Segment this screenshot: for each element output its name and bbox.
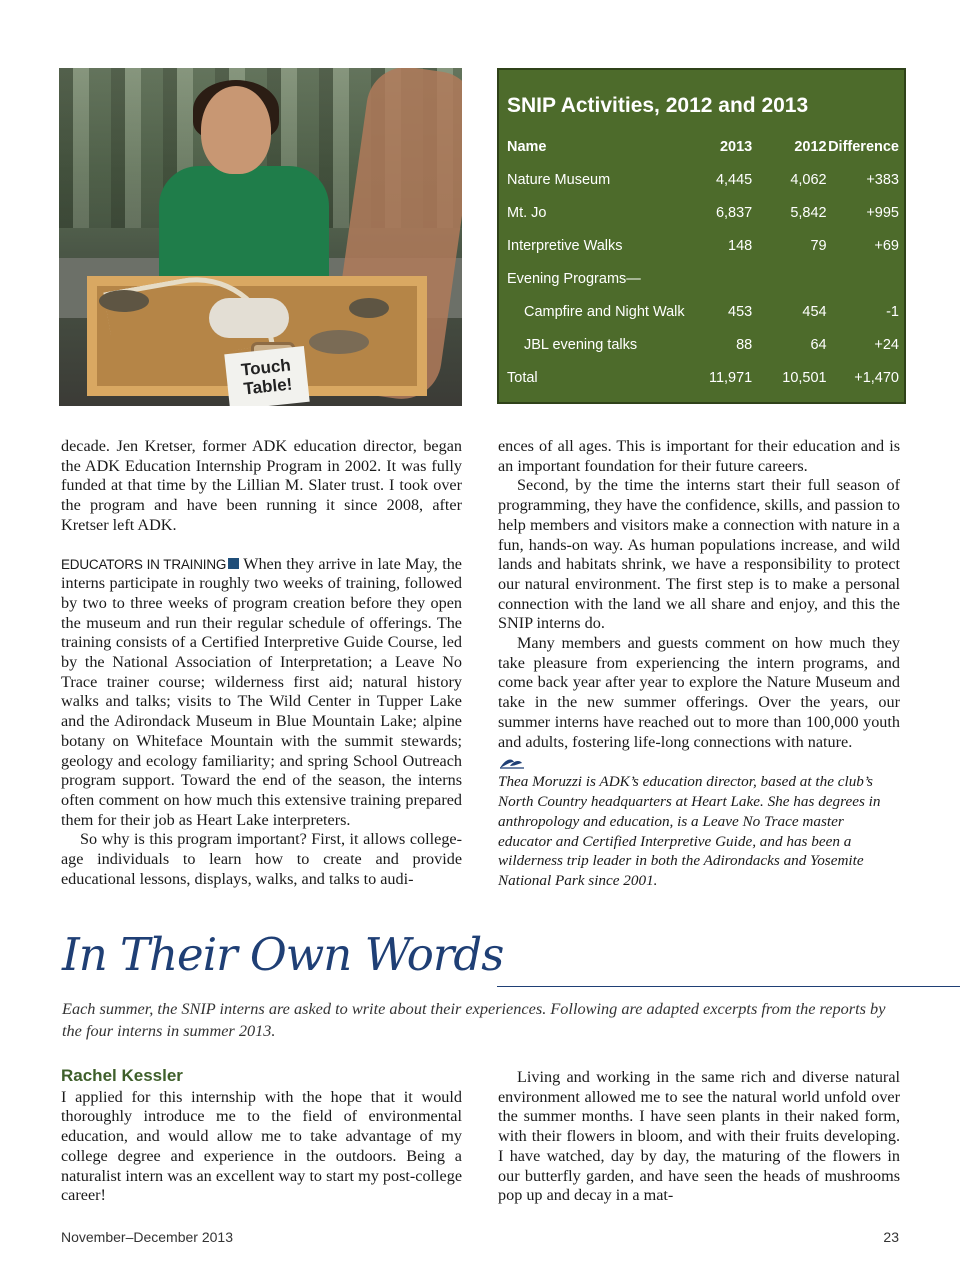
intern-name: Rachel Kessler <box>61 1066 183 1085</box>
row-name: Mt. Jo <box>507 204 547 221</box>
table-row-total <box>507 361 899 394</box>
title-rule <box>497 986 960 987</box>
row-diff: +995 <box>866 204 899 221</box>
rachel-left-column <box>61 1066 462 1206</box>
table-row <box>507 328 899 361</box>
paragraph: So why is this program important? First, it allows college-age individuals to learn how to create and provide educational lessons, displays, walks, and talks to audi- <box>61 830 462 888</box>
row-2013: 4,445 <box>715 171 753 188</box>
row-diff: -1 <box>886 303 899 320</box>
paragraph-text: When they arrive in late May, the interns participate in roughly two weeks of training, followed by two to three weeks of program creation before they open the museum and run their regular schedule of offerings. The training consists of a Certified Interpretive Guide Course, led by the National Association of Interpretation; a Leave No Trace trainer course; wilderness first aid; natural history walks and talks; visits to The Wild Center in Tupper Lake and the Adirondack Museum in Blue Mountain Lake; alpine botany on Whiteface Mountain with the summit stewards; geology and ecology familiarity; and spring School Outreach program support. Toward the end of the season, the interns often comment on how much this extensive training prepared them for their job as Heart Lake interpreters. <box>61 554 462 829</box>
table-header-row <box>507 130 899 163</box>
paragraph: ences of all ages. This is important for their education and is an important foundation for their future careers. <box>498 437 900 475</box>
row-diff: +1,470 <box>854 369 899 386</box>
leaf-ornament-icon <box>498 754 526 772</box>
table-row <box>507 229 899 262</box>
row-2012: 4,062 <box>790 171 827 188</box>
section-title: In Their Own Words <box>62 928 504 981</box>
page-number: 23 <box>883 1229 899 1245</box>
row-2012: 79 <box>810 237 827 254</box>
author-bio: Thea Moruzzi is ADK’s education director, based at the club’s North Country headquarters at Heart Lake. She has degrees in anthropology and education, is a Leave No Trace master educator and Certified Interpretive Guide, and has been a wilderness trip leader in both the Adirondacks and Yosemite National Park since 2001. <box>498 773 881 890</box>
table-title: SNIP Activities, 2012 and 2013 <box>507 94 809 117</box>
paragraph: Second, by the time the interns start their full season of programming, they have the confidence, skills, and passion to help members and visitors make a connection with nature in a fun, hands-on way. As human populations increase, and wild lands and habitats shrink, we have a responsibility to protect our natural environment. The first step is to make a personal connection with the land we all share and enjoy, and this the SNIP interns do. <box>498 476 900 633</box>
header-2012: 2012 <box>794 138 827 155</box>
row-2012: 454 <box>802 303 827 320</box>
row-diff: +24 <box>874 336 899 353</box>
rachel-right-column <box>498 1068 900 1206</box>
paragraph: Living and working in the same rich and diverse natural environment allowed me to see the natural world unfold over the summer months. I have seen plants in their naked form, with their flowers in bloom, and with their fruits developing. I have watched, day by day, the maturing of the flowers in our butterfly garden, and have seen the heads of mushrooms pop up and decay in a mat- <box>498 1068 900 1205</box>
snip-activities-table-box <box>497 68 906 404</box>
row-name: Total <box>507 369 538 386</box>
row-name: Campfire and Night Walk <box>524 303 685 320</box>
table-row <box>507 262 899 295</box>
section-intro: Each summer, the SNIP interns are asked to write about their experiences. Following are adapted excerpts from the reports by the four interns in summer 2013. <box>62 999 886 1040</box>
table-row <box>507 295 899 328</box>
paragraph: decade. Jen Kretser, former ADK education director, began the ADK Education Internship Program in 2002. It was fully funded at that time by the Lillian M. Slater trust. I took over the program and have been running it since 2008, after Kretser left ADK. <box>61 437 462 534</box>
row-2012: 64 <box>810 336 827 353</box>
table-row <box>507 163 899 196</box>
row-diff: +383 <box>866 171 899 188</box>
section-heading: EDUCATORS IN TRAINING <box>61 556 227 572</box>
left-article-column <box>61 437 462 889</box>
photo-touch-table <box>59 68 462 406</box>
row-name: JBL evening talks <box>524 336 638 353</box>
right-article-column <box>498 437 900 891</box>
row-2012: 10,501 <box>782 369 827 386</box>
paragraph: I applied for this internship with the hope that it would thoroughly introduce me to the field of environmental education, and would allow me to take advantage of my college degree and experience in the outdoors. Being a naturalist intern was an excellent way to start my post-college career! <box>61 1087 462 1205</box>
row-name: Evening Programs— <box>507 270 641 287</box>
touch-table-sign: Touch Table! <box>224 346 309 406</box>
row-2013: 88 <box>736 336 753 353</box>
snip-activities-table <box>507 130 899 394</box>
row-name: Interpretive Walks <box>507 237 623 254</box>
row-2012: 5,842 <box>790 204 827 221</box>
paragraph <box>61 555 462 831</box>
row-2013: 148 <box>728 237 753 254</box>
header-name: Name <box>507 138 547 155</box>
square-bullet-icon <box>228 558 239 569</box>
header-difference: Difference <box>828 138 899 155</box>
header-2013: 2013 <box>719 138 753 155</box>
row-2013: 453 <box>728 303 753 320</box>
intern-person <box>159 86 349 296</box>
paragraph: Many members and guests comment on how much they take pleasure from experiencing the intern programs, and come back year after year to explore the Nature Museum and take in the new summer offerings. Over the years, our summer interns have reached out to more than 100,000 youth and adults, fostering life-long connections with nature. <box>498 634 900 751</box>
row-name: Nature Museum <box>507 171 611 188</box>
row-diff: +69 <box>874 237 899 254</box>
row-2013: 11,971 <box>708 369 753 386</box>
table-row <box>507 196 899 229</box>
issue-date: November–December 2013 <box>61 1229 233 1245</box>
row-2013: 6,837 <box>715 204 753 221</box>
